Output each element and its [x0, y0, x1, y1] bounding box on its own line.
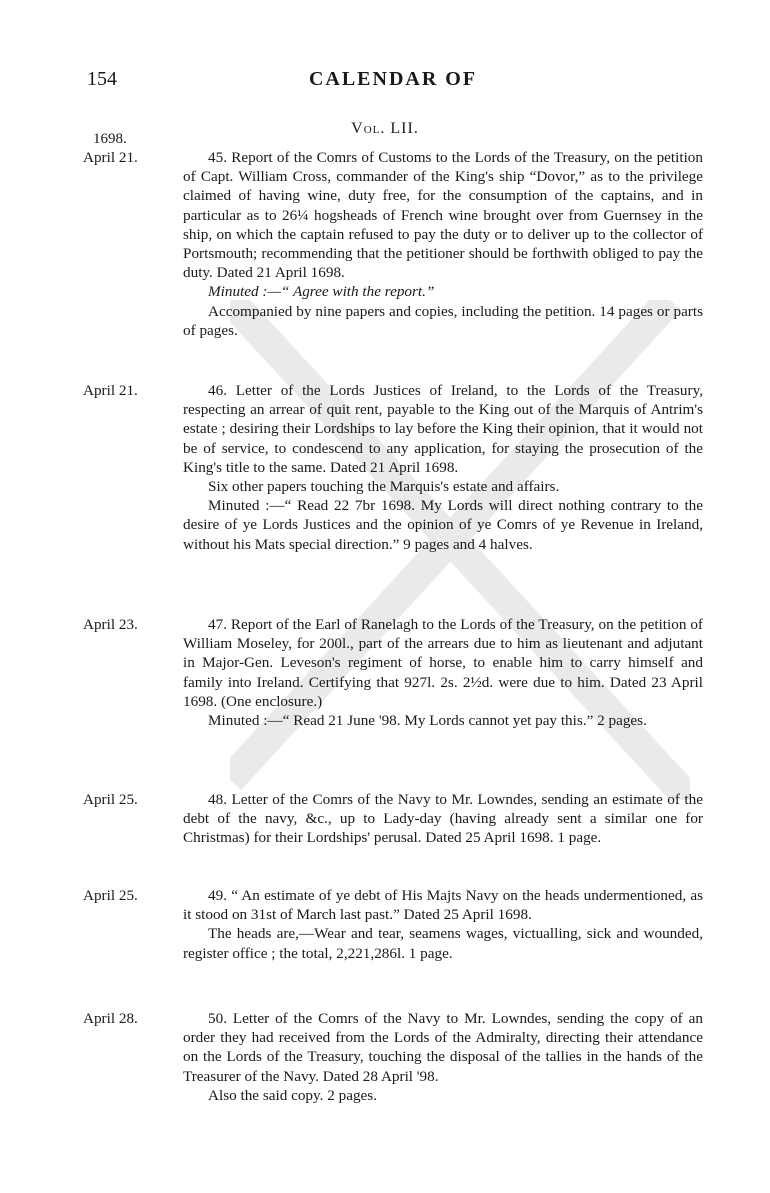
entry-48	[83, 790, 703, 848]
entry-text: 48. Letter of the Comrs of the Navy to Mr. Lowndes, sending an estimate of the debt of the navy, &c., up to Lady-day (having already sent a similar one for Christmas) for their Lordships' perusal. Dated 25 April 1698. 1 page.	[183, 791, 703, 847]
page-number: 154	[87, 68, 117, 90]
entry-note: The heads are,—Wear and tear, seamens wages, victualling, sick and wounded, register office ; the total, 2,221,286l. 1 page.	[183, 925, 703, 962]
entry-text: 45. Report of the Comrs of Customs to the Lords of the Treasury, on the petition of Capt. William Cross, commander of the King's ship “Dovor,” as to the privilege claimed of having wine, duty free, for the consumption of the captains, and in particular as to 26¼ hogsheads of French wine brought over from Guernsey in the ship, on which the captain refused to pay the duty or to deliver up to the collector of Portsmouth; recommending that the petitioner should be forthwith obliged to pay the duty. Dated 21 April 1698.	[183, 149, 703, 282]
entry-50	[83, 1009, 703, 1105]
entry-text: 46. Letter of the Lords Justices of Ireland, to the Lords of the Treasury, respecting an arrear of quit rent, payable to the King out of the Marquis of Antrim's estate ; desiring their Lordships to lay before the King their opinion, that it would not be of service, to condescend to any application, for staying the prosecution of the King's title to the same. Dated 21 April 1698.	[183, 382, 703, 476]
entry-minute: Minuted :—“ Read 21 June '98. My Lords cannot yet pay this.” 2 pages.	[208, 712, 647, 730]
year-label: 1698.	[93, 131, 127, 147]
entry-text: 50. Letter of the Comrs of the Navy to Mr. Lowndes, sending the copy of an order they had received from the Lords of the Admiralty, directing their attendance on the Lords of the Treasury, touching the disposal of the tallies in the hands of the Treasurer of the Navy. Dated 28 April '98.	[183, 1010, 703, 1085]
entry-date: April 25.	[83, 791, 138, 808]
entry-45	[83, 148, 703, 340]
entry-date: April 28.	[83, 1010, 138, 1027]
entry-47	[83, 615, 703, 730]
entry-minute: Minuted :—“ Agree with the report.”	[208, 283, 435, 301]
volume-heading: Vol. LII.	[351, 120, 419, 137]
entry-date: April 23.	[83, 616, 138, 633]
entry-date: April 25.	[83, 887, 138, 904]
entry-note: Accompanied by nine papers and copies, including the petition. 14 pages or parts of pages.	[183, 302, 703, 339]
entry-note: Six other papers touching the Marquis's estate and affairs.	[208, 478, 560, 496]
entry-date: April 21.	[83, 382, 138, 399]
entry-46	[83, 381, 703, 554]
entry-text: 49. “ An estimate of ye debt of His Majts Navy on the heads undermentioned, as it stood on 31st of March last past.” Dated 25 April 1698.	[183, 887, 703, 924]
page-header	[87, 68, 699, 98]
entry-minute: Minuted :—“ Read 22 7br 1698. My Lords will direct nothing contrary to the desire of ye Lords Justices and the opinion of ye Comrs of ye Revenue in Ireland, without his Mats special direction.” 9 pages and 4 halves.	[183, 497, 703, 553]
entry-text: 47. Report of the Earl of Ranelagh to the Lords of the Treasury, on the petition of William Moseley, for 200l., part of the arrears due to him as lieutenant and adjutant in Major-Gen. Leveson's regiment of horse, to enable him to carry himself and family into Ireland. Certifying that 927l. 2s. 2½d. were due to him. Dated 23 April 1698. (One enclosure.)	[183, 616, 703, 710]
running-title: CALENDAR OF	[308, 68, 478, 90]
entry-note: Also the said copy. 2 pages.	[208, 1086, 377, 1104]
entry-49	[83, 886, 703, 963]
entry-date: April 21.	[83, 149, 138, 166]
